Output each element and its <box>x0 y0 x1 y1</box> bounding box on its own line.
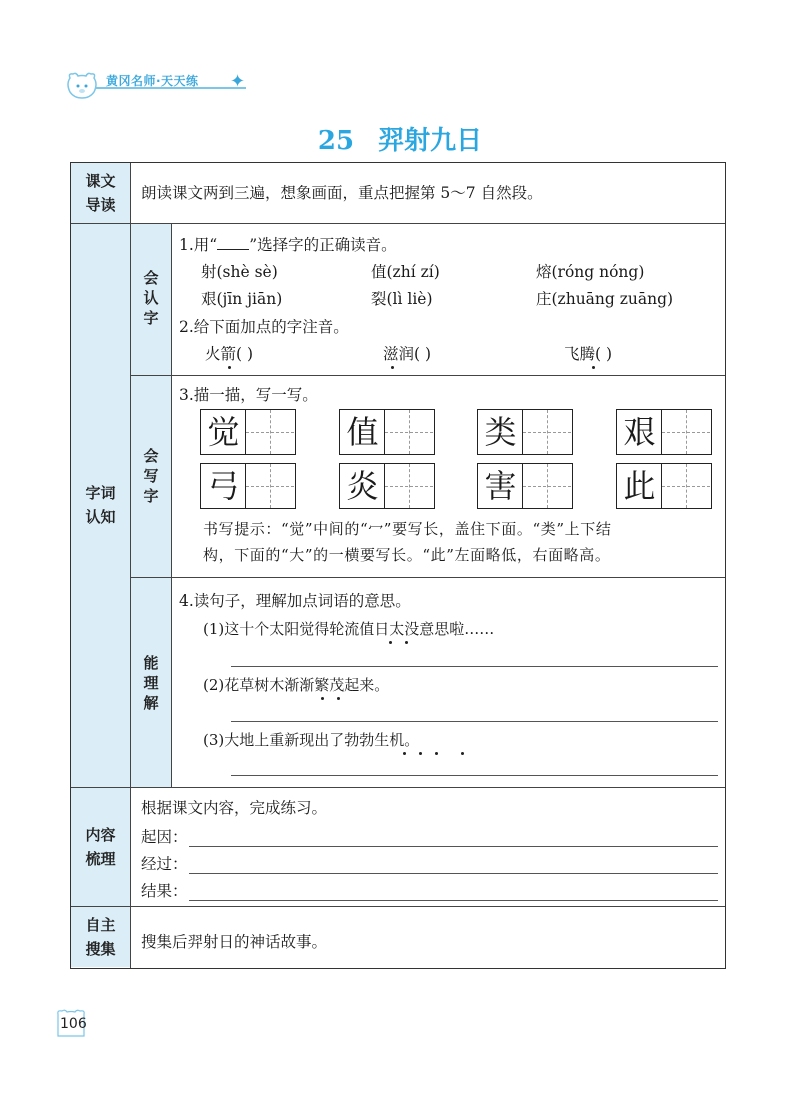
practice-cell <box>662 464 710 508</box>
model-char: 炎 <box>346 467 379 505</box>
zizhu-text: 搜集后羿射日的神话故事。 <box>141 933 328 951</box>
label-line: 梳理 <box>85 850 116 868</box>
answer-blank <box>217 235 249 250</box>
brand-text: 黄冈名师·天天练 <box>106 74 199 88</box>
model-char: 值 <box>346 413 379 451</box>
divider <box>131 577 725 578</box>
emphasis-dot <box>391 366 394 369</box>
daodu-text: 朗读课文两到三遍，想象画面，重点把握第 5～7 自然段。 <box>141 184 543 202</box>
sentence-2: (2)花草树木渐渐繁茂起来。 <box>203 676 390 694</box>
practice-cell <box>523 464 571 508</box>
divider <box>71 223 725 224</box>
writing-grid[interactable] <box>616 409 712 455</box>
model-char: 害 <box>484 467 517 505</box>
label-line: 内容 <box>85 826 116 844</box>
label-line: 课文 <box>85 172 116 190</box>
page-title <box>0 120 800 157</box>
qiyin-answer-line[interactable] <box>189 846 718 847</box>
lesson-title: 羿射九日 <box>378 126 483 156</box>
pinyin-fill-item[interactable]: 飞腾( ) <box>564 345 613 363</box>
practice-cell <box>246 464 294 508</box>
bear-logo-icon <box>64 70 100 100</box>
neirong-intro: 根据课文内容，完成练习。 <box>141 799 328 817</box>
emphasis-dot <box>389 641 392 644</box>
writing-tip-line2: 构，下面的“大”的一横要写长。“此”左面略低，右面略高。 <box>203 546 611 564</box>
label-nenglijie: 能理解 <box>143 654 159 712</box>
practice-cell <box>385 464 433 508</box>
label-zici-renzhi <box>71 481 130 529</box>
sentence-1: (1)这十个太阳觉得轮流值日太没意思啦…… <box>203 620 495 638</box>
emphasis-dot <box>435 752 438 755</box>
emphasis-dot <box>461 752 464 755</box>
pinyin-option[interactable]: 值(zhí zí) <box>371 263 440 281</box>
practice-cell <box>246 410 294 454</box>
q2-text: 2.给下面加点的字注音。 <box>179 318 349 336</box>
q1-suffix: ”选择字的正确读音。 <box>249 236 397 254</box>
worksheet-table <box>70 162 726 969</box>
label-huixiezi: 会写字 <box>143 447 159 505</box>
label-huirenzi: 会认字 <box>143 269 159 327</box>
divider <box>71 787 725 788</box>
model-char: 艰 <box>623 413 656 451</box>
writing-grid[interactable] <box>200 463 296 509</box>
emphasis-dot <box>321 697 324 700</box>
emphasis-dot <box>592 366 595 369</box>
model-char: 觉 <box>207 413 240 451</box>
writing-grid[interactable] <box>339 409 435 455</box>
label-kewen-daodu <box>71 169 130 217</box>
answer-line[interactable] <box>231 775 718 776</box>
pinyin-fill-item[interactable]: 火箭( ) <box>205 345 254 363</box>
pinyin-option[interactable]: 熔(róng nóng) <box>536 263 645 281</box>
emphasis-dot <box>405 641 408 644</box>
label-line: 认知 <box>85 508 116 526</box>
sparkle-icon: ✦ <box>230 71 246 92</box>
lesson-number: 25 <box>317 126 355 156</box>
label-line: 导读 <box>85 196 116 214</box>
practice-cell <box>385 410 433 454</box>
divider <box>131 375 725 376</box>
pinyin-option[interactable]: 裂(lì liè) <box>371 290 433 308</box>
pinyin-option[interactable]: 庄(zhuāng zuāng) <box>536 290 674 308</box>
jieguo-label: 结果： <box>141 882 188 900</box>
label-zizhu-souji <box>71 913 130 961</box>
practice-cell <box>523 410 571 454</box>
practice-cell <box>662 410 710 454</box>
q3-text: 3.描一描，写一写。 <box>179 386 318 404</box>
label-line: 字词 <box>85 484 116 502</box>
divider <box>71 906 725 907</box>
writing-grid[interactable] <box>477 409 573 455</box>
page-number: 106 <box>60 1016 87 1032</box>
model-char: 此 <box>623 467 656 505</box>
jingguo-label: 经过： <box>141 855 188 873</box>
label-line: 搜集 <box>85 940 116 958</box>
writing-grid[interactable] <box>616 463 712 509</box>
pinyin-option[interactable]: 艰(jīn jiān) <box>201 290 283 308</box>
emphasis-dot <box>403 752 406 755</box>
emphasis-dot <box>337 697 340 700</box>
jingguo-answer-line[interactable] <box>189 873 718 874</box>
emphasis-dot <box>228 366 231 369</box>
answer-line[interactable] <box>231 666 718 667</box>
q1-prefix: 1.用“ <box>179 236 218 254</box>
label-line: 自主 <box>85 916 116 934</box>
emphasis-dot <box>419 752 422 755</box>
jieguo-answer-line[interactable] <box>189 900 718 901</box>
divider <box>171 224 172 787</box>
pinyin-fill-item[interactable]: 滋润( ) <box>383 345 432 363</box>
q1-text <box>179 235 397 255</box>
qiyin-label: 起因： <box>141 828 188 846</box>
writing-grid[interactable] <box>339 463 435 509</box>
model-char: 类 <box>484 413 517 451</box>
label-neirong-shuli <box>71 823 130 871</box>
writing-grid[interactable] <box>200 409 296 455</box>
writing-tip-line1: 书写提示：“觉”中间的“冖”要写长，盖住下面。“类”上下结 <box>203 520 612 538</box>
divider <box>130 163 131 968</box>
sentence-3: (3)大地上重新现出了勃勃生机。 <box>203 731 420 749</box>
pinyin-option[interactable]: 射(shè sè) <box>201 263 278 281</box>
q4-text: 4.读句子，理解加点词语的意思。 <box>179 592 411 610</box>
answer-line[interactable] <box>231 721 718 722</box>
writing-grid[interactable] <box>477 463 573 509</box>
model-char: 弓 <box>207 467 240 505</box>
